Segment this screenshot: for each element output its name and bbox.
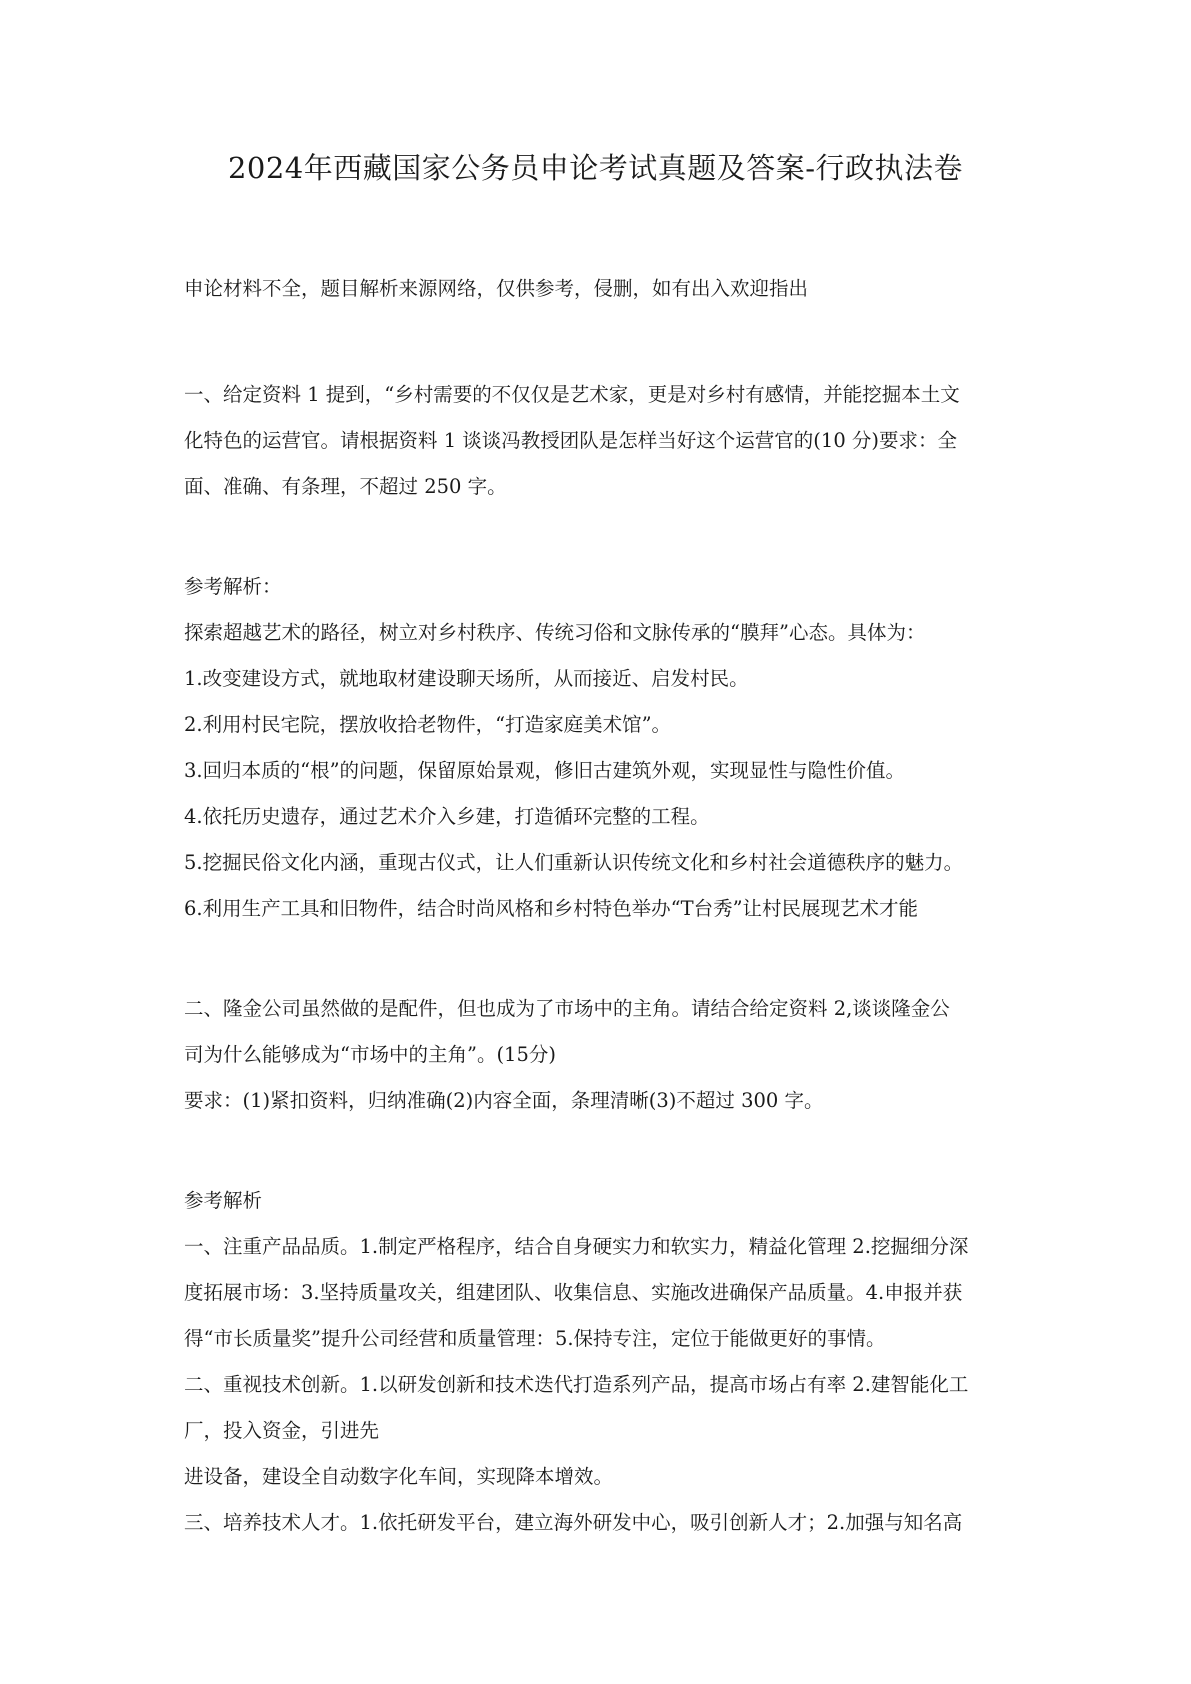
spacer (184, 312, 1016, 372)
disclaimer-text: 申论材料不全，题目解析来源网络，仅供参考，侵删，如有出入欢迎指出 (184, 277, 809, 300)
answer-1-line: 2.利用村民宅院，摆放收拾老物件，“打造家庭美术馆”。 (184, 713, 672, 736)
answer-1-line: 1.改变建设方式，就地取材建设聊天场所，从而接近、启发村民。 (184, 667, 749, 690)
answer-1 (184, 564, 1016, 932)
answer-2 (184, 1178, 1016, 1546)
question-2-line: 二、隆金公司虽然做的是配件，但也成为了市场中的主角。请结合给定资料 2,谈谈隆金公 (184, 997, 950, 1020)
question-1 (184, 372, 1016, 510)
answer-2-line: 厂，投入资金，引进先 (184, 1419, 380, 1442)
answer-2-line: 进设备，建设全自动数字化车间，实现降本增效。 (184, 1465, 614, 1488)
spacer (184, 510, 1016, 564)
answer-1-line: 3.回归本质的“根”的问题，保留原始景观，修旧古建筑外观，实现显性与隐性价值。 (184, 759, 906, 782)
answer-1-line: 4.依托历史遗存，通过艺术介入乡建，打造循环完整的工程。 (184, 805, 710, 828)
question-1-line: 化特色的运营官。请根据资料 1 谈谈冯教授团队是怎样当好这个运营官的(10 分)要求：全 (184, 429, 958, 452)
document-title: 2024年西藏国家公务员申论考试真题及答案-行政执法卷 (227, 151, 964, 185)
question-2-line: 司为什么能够成为“市场中的主角”。(15分) (184, 1043, 556, 1066)
answer-2-line: 一、注重产品品质。1.制定严格程序，结合自身硬实力和软实力，精益化管理 2.挖掘细分深 (184, 1235, 969, 1258)
spacer (184, 1124, 1016, 1178)
answer-2-line: 度拓展市场：3.坚持质量攻关，组建团队、收集信息、实施改进确保产品质量。4.申报并获 (184, 1281, 963, 1304)
answer-2-line: 三、培养技术人才。1.依托研发平台，建立海外研发中心，吸引创新人才；2.加强与知名高 (184, 1511, 963, 1534)
answer-2-heading: 参考解析 (184, 1189, 263, 1212)
answer-1-line: 5.挖掘民俗文化内涵，重现古仪式，让人们重新认识传统文化和乡村社会道德秩序的魅力。 (184, 851, 964, 874)
answer-1-line: 6.利用生产工具和旧物件，结合时尚风格和乡村特色举办“T台秀”让村民展现艺术才能 (184, 897, 919, 920)
answer-1-heading: 参考解析： (184, 575, 282, 598)
spacer (184, 932, 1016, 986)
answer-2-line: 得“市长质量奖”提升公司经营和质量管理：5.保持专注，定位于能做更好的事情。 (184, 1327, 886, 1350)
document-body (184, 266, 1016, 1546)
question-1-line: 一、给定资料 1 提到，“乡村需要的不仅仅是艺术家，更是对乡村有感情，并能挖掘本土文 (184, 383, 960, 406)
answer-1-line: 探索超越艺术的路径，树立对乡村秩序、传统习俗和文脉传承的“膜拜”心态。具体为： (184, 621, 926, 644)
question-2-requirements: 要求：(1)紧扣资料，归纳准确(2)内容全面，条理清晰(3)不超过 300 字。 (184, 1089, 824, 1112)
question-2 (184, 986, 1016, 1124)
answer-2-line: 二、重视技术创新。1.以研发创新和技术迭代打造系列产品，提高市场占有率 2.建智能化工 (184, 1373, 969, 1396)
question-1-line: 面、准确、有条理，不超过 250 字。 (184, 475, 507, 498)
